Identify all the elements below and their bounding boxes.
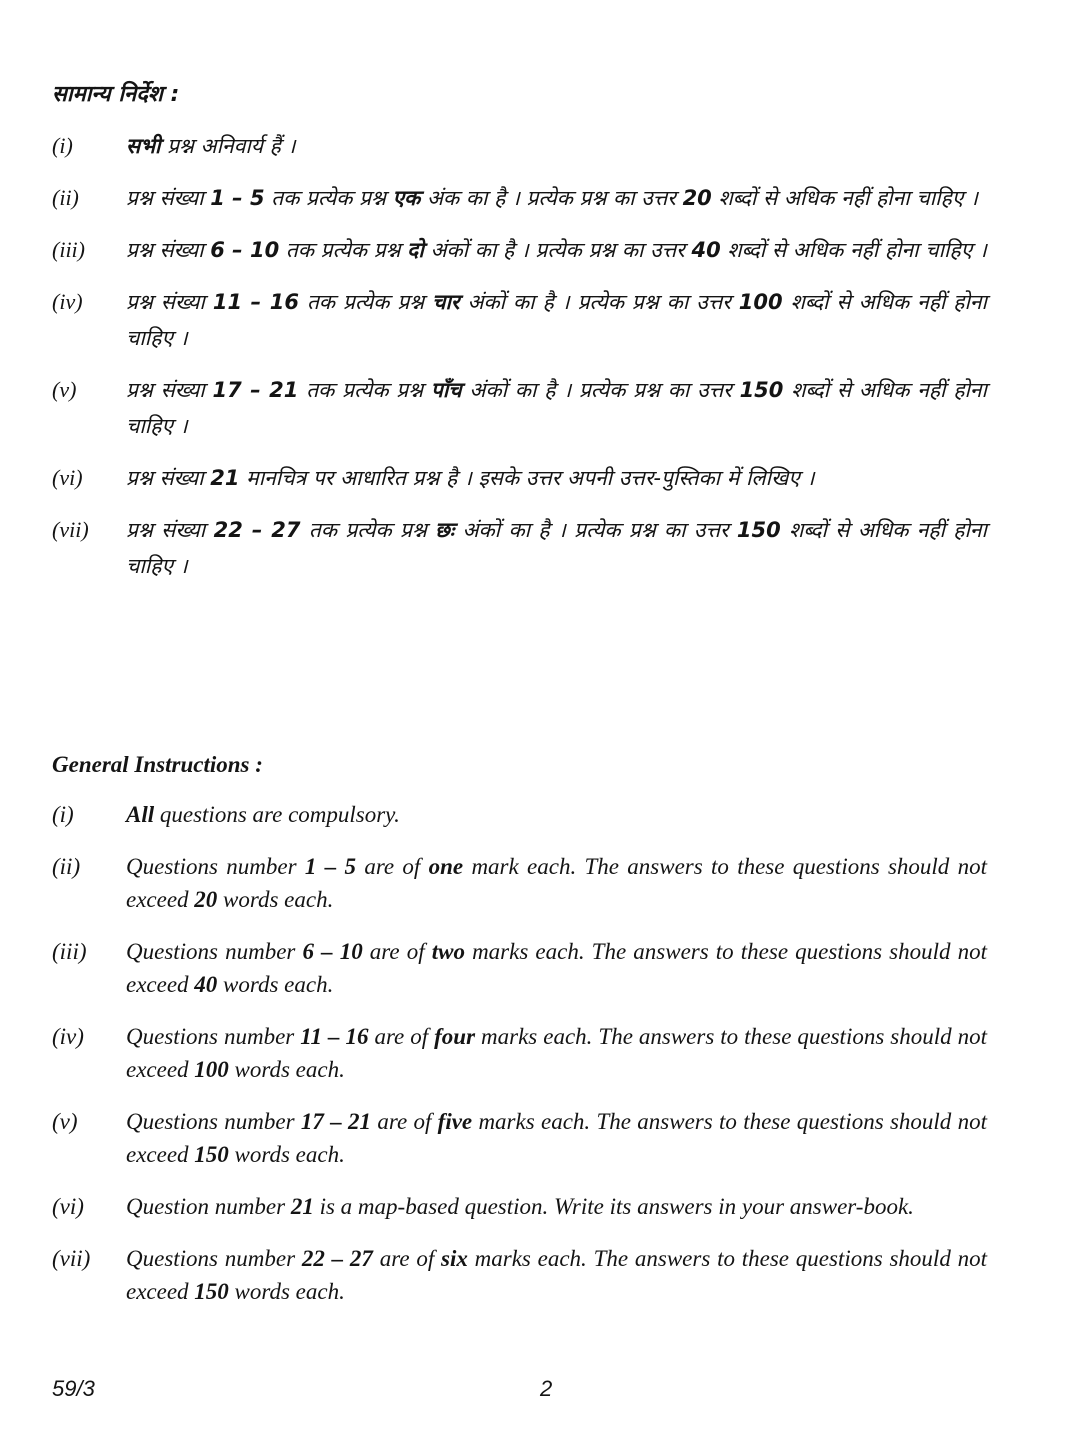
text-run: marks each. The answers to these questions should not exceed xyxy=(126,1246,987,1304)
emphasis-text: 11 – 16 xyxy=(300,1024,369,1049)
instruction-numeral: (iv) xyxy=(52,1024,84,1049)
emphasis-text: पाँच xyxy=(430,378,462,402)
emphasis-text: 20 xyxy=(682,186,712,210)
instruction-text xyxy=(126,180,987,216)
instruction-item xyxy=(52,935,987,1001)
text-run: प्रश्न संख्या xyxy=(126,466,211,490)
instruction-numeral: (vii) xyxy=(52,517,89,542)
instruction-text xyxy=(126,128,987,164)
text-run: words each. xyxy=(217,887,334,912)
instruction-text xyxy=(126,284,987,356)
emphasis-text: 150 xyxy=(194,1279,229,1304)
instruction-numeral: (i) xyxy=(52,802,74,827)
instruction-numeral: (i) xyxy=(52,133,73,158)
emphasis-text: 21 xyxy=(290,1194,314,1219)
emphasis-text: एक xyxy=(392,186,421,210)
text-run: प्रश्न संख्या xyxy=(126,186,211,210)
text-run: words each. xyxy=(217,972,334,997)
paper-code: 59/3 xyxy=(52,1376,95,1401)
instruction-text xyxy=(126,1105,987,1171)
text-run: अंक का है । प्रत्येक प्रश्न का उत्तर xyxy=(420,186,683,210)
instruction-text xyxy=(126,512,987,584)
instruction-item xyxy=(52,512,987,584)
text-run: तक प्रत्येक प्रश्न xyxy=(300,518,436,542)
emphasis-text: 20 xyxy=(194,887,218,912)
emphasis-text: All xyxy=(126,802,155,827)
instruction-text xyxy=(126,372,987,444)
english-instruction-list xyxy=(52,798,987,1308)
text-run: शब्दों से अधिक नहीं होना चाहिए । xyxy=(126,378,987,438)
instruction-numeral: (ii) xyxy=(52,185,79,210)
emphasis-text: 100 xyxy=(194,1057,229,1082)
emphasis-text: 100 xyxy=(738,290,783,314)
instruction-numeral: (vi) xyxy=(52,1194,84,1219)
text-run: अंकों का है । प्रत्येक प्रश्न का उत्तर xyxy=(459,290,739,314)
instruction-item xyxy=(52,1242,987,1308)
text-run: marks each. The answers to these questions should not exceed xyxy=(126,939,987,997)
text-run: are of xyxy=(372,1246,441,1271)
text-run: is a map-based question. Write its answers in your answer-book. xyxy=(313,1194,914,1219)
instruction-item xyxy=(52,1190,987,1223)
hindi-heading: सामान्य निर्देश : xyxy=(52,82,180,107)
emphasis-text: 150 xyxy=(739,378,784,402)
text-run: प्रश्न संख्या xyxy=(126,238,211,262)
emphasis-text: चार xyxy=(432,290,460,314)
instruction-item xyxy=(52,232,987,268)
text-run: तक प्रत्येक प्रश्न xyxy=(298,378,431,402)
text-run: words each. xyxy=(228,1057,345,1082)
text-run: प्रश्न संख्या xyxy=(126,378,213,402)
instruction-item xyxy=(52,180,987,216)
text-run: शब्दों से अधिक नहीं होना चाहिए । xyxy=(720,238,987,262)
instruction-item xyxy=(52,460,987,496)
instruction-text xyxy=(126,850,987,916)
text-run: words each. xyxy=(228,1142,345,1167)
emphasis-text: 22 – 27 xyxy=(301,1246,373,1271)
hindi-instruction-list xyxy=(52,128,987,584)
instruction-item xyxy=(52,798,987,831)
text-run: are of xyxy=(356,854,429,879)
instruction-text xyxy=(126,232,987,268)
text-run: mark each. The answers to these questions should not exceed xyxy=(126,854,988,912)
emphasis-text: one xyxy=(428,854,464,879)
text-run: शब्दों से अधिक नहीं होना चाहिए । xyxy=(711,186,978,210)
text-run: Questions number xyxy=(126,1246,302,1271)
instruction-item xyxy=(52,1105,987,1171)
page-number: 2 xyxy=(540,1376,553,1401)
text-run: questions are compulsory. xyxy=(154,802,400,827)
instruction-item xyxy=(52,284,987,356)
instruction-item xyxy=(52,850,987,916)
instruction-numeral: (ii) xyxy=(52,854,81,879)
instruction-numeral: (iii) xyxy=(52,939,87,964)
emphasis-text: 150 xyxy=(736,518,781,542)
english-heading: General Instructions : xyxy=(52,752,263,777)
text-run: अंकों का है । प्रत्येक प्रश्न का उत्तर xyxy=(454,518,737,542)
instruction-numeral: (v) xyxy=(52,377,77,402)
emphasis-text: दो xyxy=(407,238,424,262)
text-run: are of xyxy=(371,1109,438,1134)
instruction-numeral: (v) xyxy=(52,1109,78,1134)
emphasis-text: 17 – 21 xyxy=(212,378,299,402)
text-run: Question number xyxy=(126,1194,291,1219)
text-run: are of xyxy=(362,939,432,964)
emphasis-text: 40 xyxy=(691,238,721,262)
emphasis-text: 1 – 5 xyxy=(304,854,357,879)
emphasis-text: छः xyxy=(435,518,455,542)
text-run: शब्दों से अधिक नहीं होना चाहिए । xyxy=(126,518,987,578)
instruction-item xyxy=(52,372,987,444)
emphasis-text: five xyxy=(437,1109,473,1134)
emphasis-text: 11 – 16 xyxy=(212,290,299,314)
text-run: Questions number xyxy=(126,939,303,964)
emphasis-text: 6 – 10 xyxy=(302,939,363,964)
emphasis-text: 17 – 21 xyxy=(300,1109,372,1134)
english-instructions xyxy=(52,752,987,1327)
instruction-numeral: (vii) xyxy=(52,1246,91,1271)
emphasis-text: 40 xyxy=(194,972,218,997)
text-run: marks each. The answers to these questions should not exceed xyxy=(126,1109,988,1167)
instruction-text xyxy=(126,935,987,1001)
emphasis-text: 21 xyxy=(210,466,240,490)
emphasis-text: two xyxy=(431,939,465,964)
emphasis-text: सभी xyxy=(126,134,161,158)
text-run: मानचित्र पर आधारित प्रश्न है । इसके उत्तर अपनी उत्तर-पुस्तिका में लिखिए । xyxy=(239,466,815,490)
emphasis-text: 150 xyxy=(194,1142,229,1167)
text-run: तक प्रत्येक प्रश्न xyxy=(264,186,393,210)
hindi-instructions xyxy=(52,78,987,600)
instruction-text xyxy=(126,1020,987,1086)
text-run: प्रश्न संख्या xyxy=(126,290,213,314)
instruction-numeral: (vi) xyxy=(52,465,83,490)
emphasis-text: 1 – 5 xyxy=(210,186,265,210)
instruction-item xyxy=(52,128,987,164)
instruction-text xyxy=(126,1190,987,1223)
text-run: अंकों का है । प्रत्येक प्रश्न का उत्तर xyxy=(423,238,692,262)
instruction-text xyxy=(126,798,987,831)
text-run: words each. xyxy=(228,1279,345,1304)
instruction-numeral: (iv) xyxy=(52,289,83,314)
instruction-item xyxy=(52,1020,987,1086)
emphasis-text: six xyxy=(441,1246,468,1271)
instruction-text xyxy=(126,460,987,496)
text-run: तक प्रत्येक प्रश्न xyxy=(279,238,408,262)
text-run: Questions number xyxy=(126,1109,301,1134)
text-run: marks each. The answers to these questions should not exceed xyxy=(126,1024,987,1082)
text-run: अंकों का है । प्रत्येक प्रश्न का उत्तर xyxy=(461,378,740,402)
text-run: प्रश्न संख्या xyxy=(126,518,214,542)
text-run: Questions number xyxy=(126,854,305,879)
text-run: Questions number xyxy=(126,1024,301,1049)
text-run: शब्दों से अधिक नहीं होना चाहिए । xyxy=(126,290,987,350)
instruction-text xyxy=(126,1242,987,1308)
emphasis-text: 22 – 27 xyxy=(213,518,301,542)
instruction-numeral: (iii) xyxy=(52,237,85,262)
emphasis-text: four xyxy=(434,1024,476,1049)
text-run: तक प्रत्येक प्रश्न xyxy=(299,290,433,314)
text-run: प्रश्न अनिवार्य हैं । xyxy=(160,134,296,158)
emphasis-text: 6 – 10 xyxy=(210,238,280,262)
text-run: are of xyxy=(368,1024,435,1049)
